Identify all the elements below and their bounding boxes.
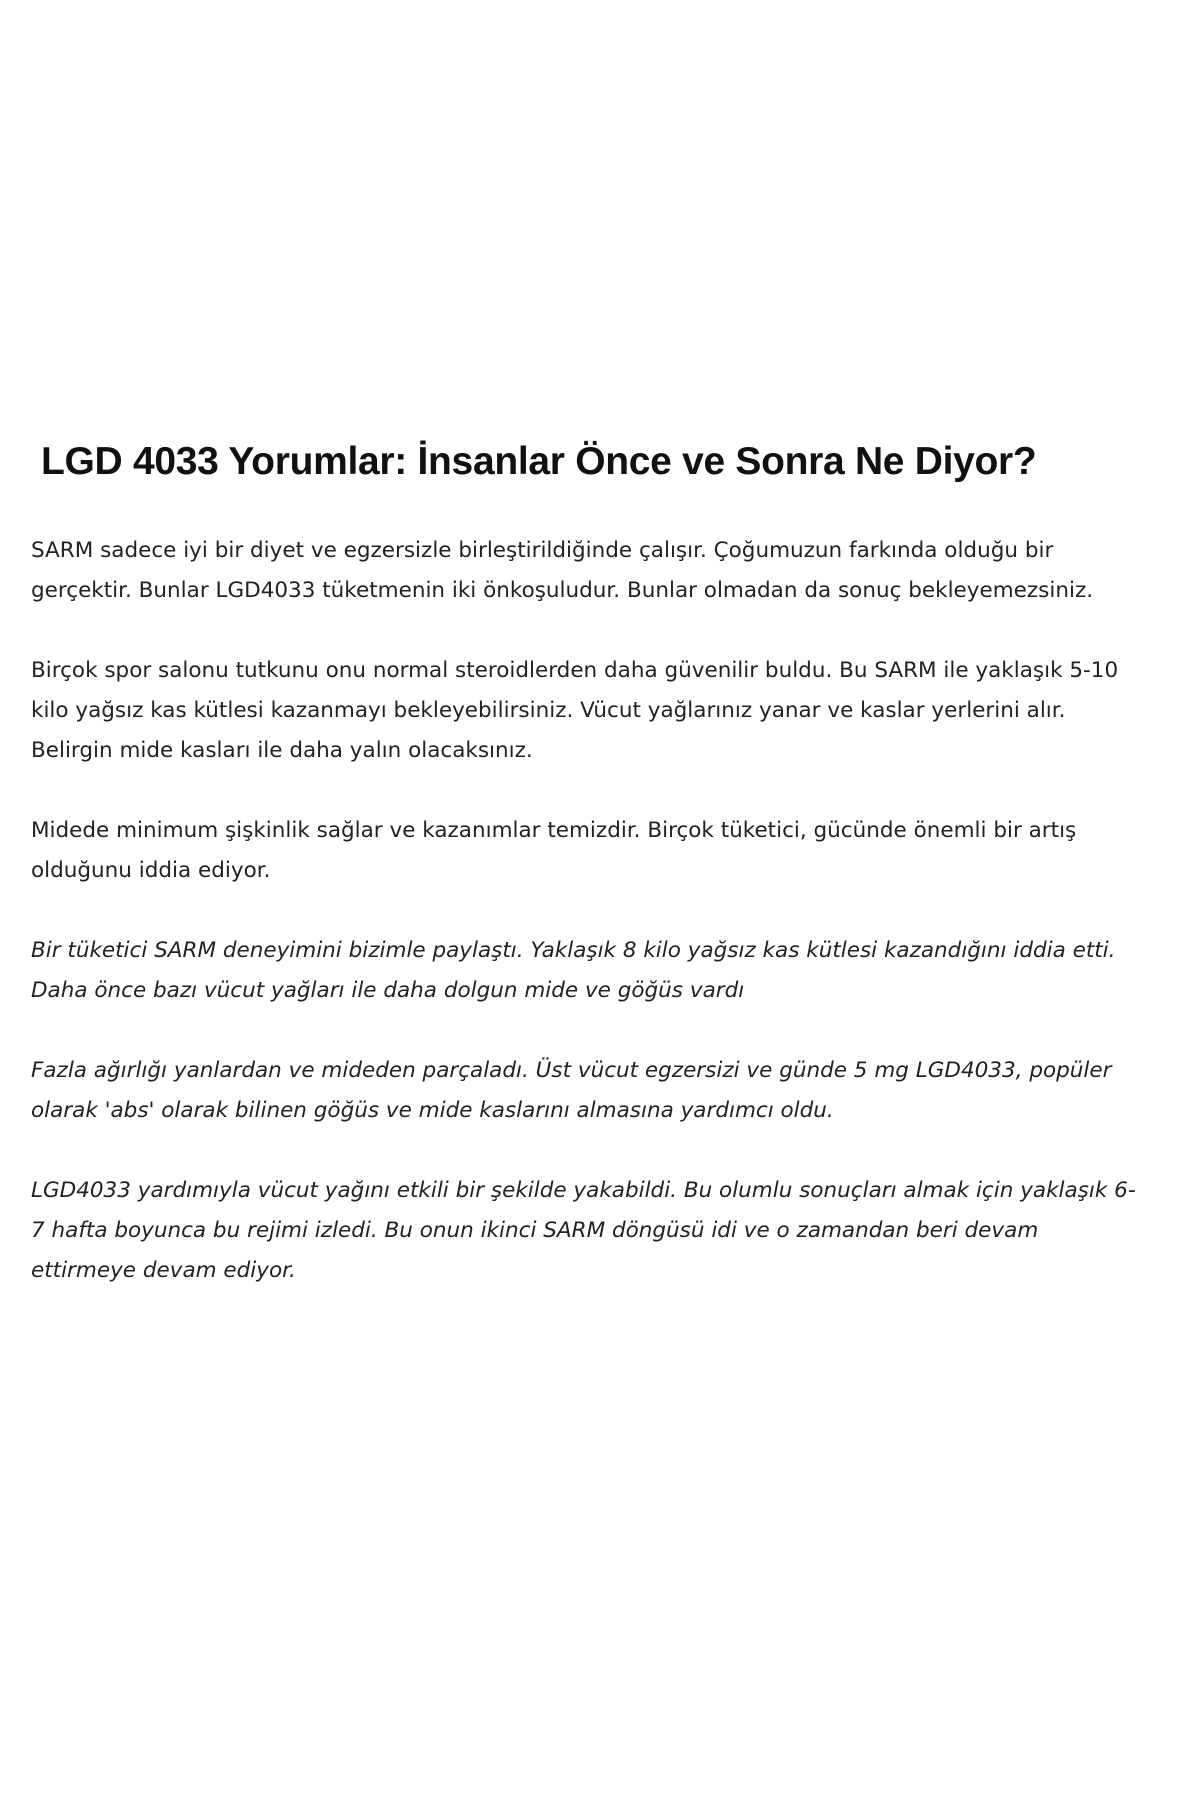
article [31,434,1136,1331]
paragraph-testimonial-1: Bir tüketici SARM deneyimini bizimle paylaştı. Yaklaşık 8 kilo yağsız kas kütlesi kazandığını iddia etti. Daha önce bazı vücut yağları ile daha dolgun mide ve göğüs vardı [31,938,1116,1003]
paragraph-testimonial-3: LGD4033 yardımıyla vücut yağını etkili bir şekilde yakabildi. Bu olumlu sonuçları almak için yaklaşık 6-7 hafta boyunca bu rejimi izledi. Bu onun ikinci SARM döngüsü idi ve o zamandan beri devam ettirmeye devam ediyor. [31,1178,1136,1283]
paragraph-intro: SARM sadece iyi bir diyet ve egzersizle birleştirildiğinde çalışır. Çoğumuzun farkında olduğu bir gerçektir. Bunlar LGD4033 tüketmenin iki önkoşuludur. Bunlar olmadan da sonuç bekleyemezsiniz. [31,538,1094,603]
paragraph-gym-enthusiasts: Birçok spor salonu tutkunu onu normal steroidlerden daha güvenilir buldu. Bu SARM ile yaklaşık 5-10 kilo yağsız kas kütlesi kazanmayı bekleyebilirsiniz. Vücut yağlarınız yanar ve kaslar yerlerini alır. Belirgin mide kasları ile daha yalın olacaksınız. [31,658,1119,763]
paragraph-bloating: Midede minimum şişkinlik sağlar ve kazanımlar temizdir. Birçok tüketici, gücünde önemli bir artış olduğunu iddia ediyor. [31,818,1077,883]
article-title: LGD 4033 Yorumlar: İnsanlar Önce ve Sonra Ne Diyor? [41,440,1037,483]
paragraph-testimonial-2: Fazla ağırlığı yanlardan ve mideden parçaladı. Üst vücut egzersizi ve günde 5 mg LGD4033, popüler olarak 'abs' olarak bilinen göğüs ve mide kaslarını almasına yardımcı oldu. [31,1058,1112,1123]
